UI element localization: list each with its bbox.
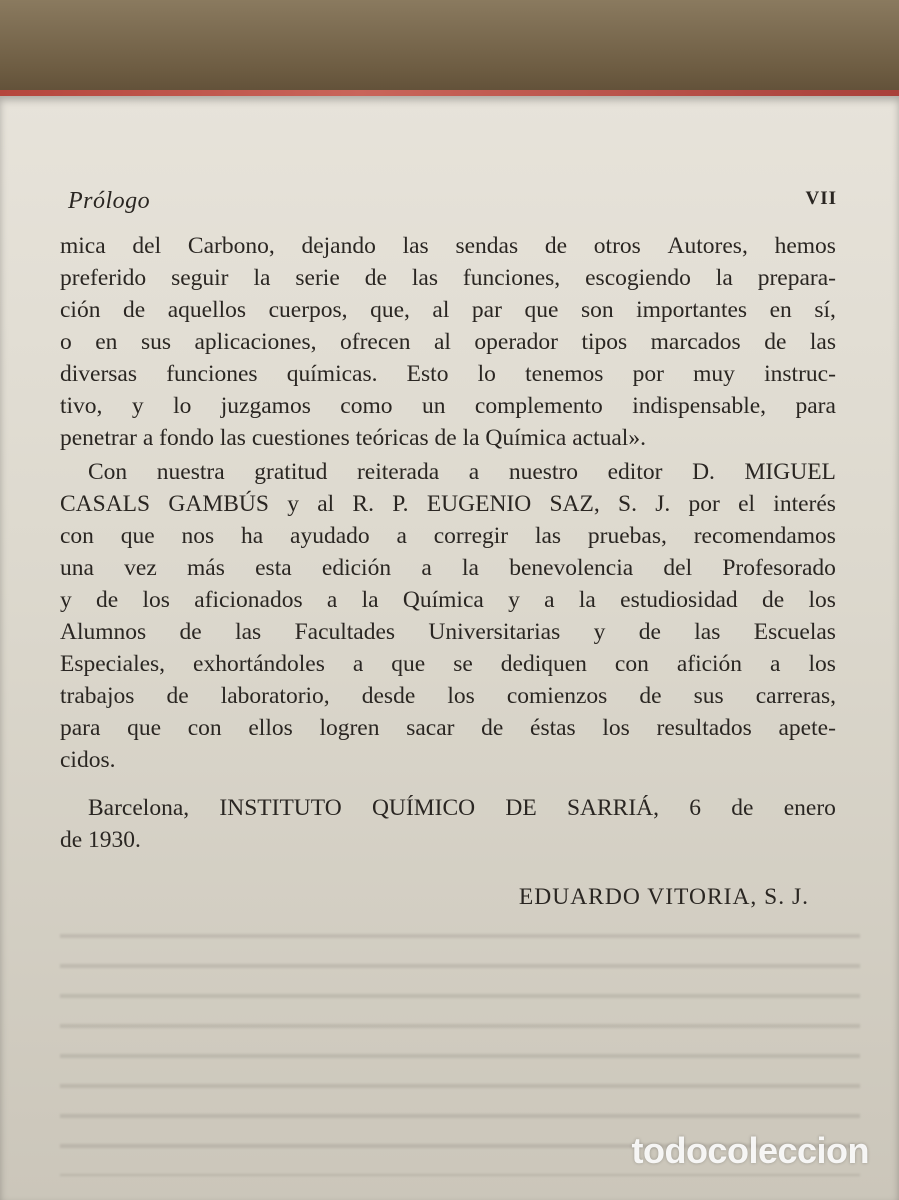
running-head xyxy=(68,188,837,218)
paragraph-place-date xyxy=(60,792,836,856)
text-line: Con nuestra gratitud reiterada a nuestro editor D. MIGUEL xyxy=(88,459,836,485)
table-background xyxy=(0,0,899,100)
text-line: preferido seguir la serie de las funciones, escogiendo la prepara- xyxy=(60,265,836,291)
text-line: Barcelona, INSTITUTO QUÍMICO DE SARRIÁ, 6 de enero xyxy=(88,795,836,821)
text-line: Especiales, exhortándoles a que se dediquen con afición a los xyxy=(60,651,836,677)
text-line: cidos. xyxy=(60,747,116,773)
text-line: para que con ellos logren sacar de éstas los resultados apete- xyxy=(60,715,836,741)
paragraph-continuation xyxy=(60,230,836,454)
text-line: tivo, y lo juzgamos como un complemento indispensable, para xyxy=(60,393,836,419)
text-line: CASALS GAMBÚS y al R. P. EUGENIO SAZ, S. J. por el interés xyxy=(60,491,836,517)
text-line: Alumnos de las Facultades Universitarias y de las Escuelas xyxy=(60,619,836,645)
watermark-logo: todocoleccion xyxy=(631,1130,869,1171)
signature: EDUARDO VITORIA, S. J. xyxy=(518,884,809,910)
page-number: VII xyxy=(805,188,837,209)
book-page xyxy=(0,96,899,1200)
text-line: diversas funciones químicas. Esto lo tenemos por muy instruc- xyxy=(60,361,836,387)
text-line: con que nos ha ayudado a corregir las pruebas, recomendamos xyxy=(60,523,836,549)
running-title: Prólogo xyxy=(68,188,151,214)
text-line: trabajos de laboratorio, desde los comienzos de sus carreras, xyxy=(60,683,836,709)
paragraph-acknowledgement xyxy=(60,456,836,776)
text-line: penetrar a fondo las cuestiones teóricas de la Química actual». xyxy=(60,425,646,451)
text-line: mica del Carbono, dejando las sendas de otros Autores, hemos xyxy=(60,233,836,259)
text-line: y de los aficionados a la Química y a la estudiosidad de los xyxy=(60,587,836,613)
text-line: o en sus aplicaciones, ofrecen al operador tipos marcados de las xyxy=(60,329,836,355)
text-line: una vez más esta edición a la benevolencia del Profesorado xyxy=(60,555,836,581)
text-line: ción de aquellos cuerpos, que, al par que son importantes en sí, xyxy=(60,297,836,323)
text-line: de 1930. xyxy=(60,827,141,853)
